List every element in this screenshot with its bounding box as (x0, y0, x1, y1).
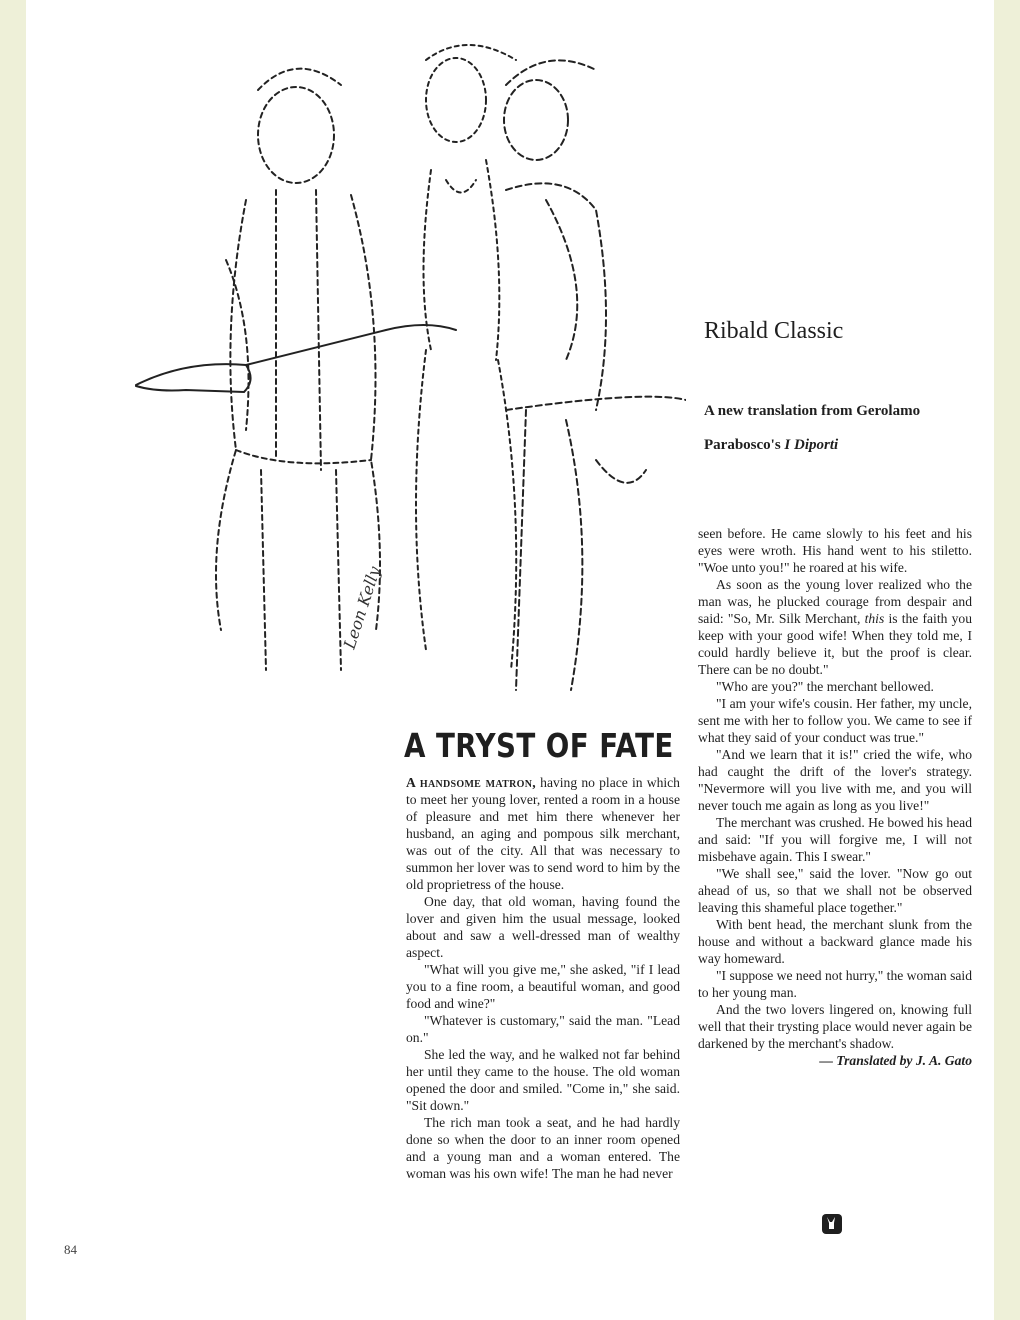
page-number: 84 (64, 1242, 77, 1257)
story-paragraph: "What will you give me," she asked, "if I lead you to a fine room, a beautiful woman, and good food and wine?" (406, 962, 680, 1011)
lover-figure (504, 60, 686, 690)
subtitle (704, 394, 994, 462)
story-paragraph: "And we learn that it is!" cried the wife, who had caught the drift of the lover's strategy. "Nevermore will you live with me, and you will never touch me again as long as you live!" (698, 747, 972, 813)
story-paragraph: The merchant was crushed. He bowed his head and said: "If you will forgive me, I will not misbehave again. This I swear." (698, 815, 972, 864)
story-paragraph: With bent head, the merchant slunk from the house and without a backward glance made his way homeward. (698, 917, 972, 966)
story-paragraph: seen before. He came slowly to his feet and his eyes were wroth. His hand went to his stiletto. "Woe unto you!" he roared at his wife. (698, 526, 972, 575)
magazine-page (26, 0, 994, 1320)
lead-in: A handsome matron, (406, 775, 536, 790)
story-paragraph: "I am your wife's cousin. Her father, my uncle, sent me with her to follow you. We came to see if what they said of your conduct was true." (698, 696, 972, 745)
story-paragraph: As soon as the young lover realized who the man was, he plucked courage from despair and said: "So, Mr. Silk Merchant, this is the faith you keep with your good wife! When they told me, I could hardly believe it, but the proof is clear. There can be no doubt." (698, 577, 972, 677)
story-paragraph: One day, that old woman, having found the lover and given him the usual message, looked about and saw a well-dressed man of wealthy aspect. (406, 894, 680, 960)
section-label: Ribald Classic (704, 318, 844, 344)
translator-credit: — Translated by J. A. Gato (819, 1053, 972, 1068)
line-drawing-illustration (126, 30, 686, 710)
story-paragraph: A handsome matron, having no place in which to meet her young lover, rented a room in a house of pleasure and met him there whenever her husband, an aging and pompous silk merchant, was out of the city. All that was necessary to summon her lover was to send word to him by the old proprietress of the house. (406, 775, 680, 892)
story-title: A TRYST OF FATE (404, 726, 674, 765)
story-paragraph: And the two lovers lingered on, knowing full well that their trysting place would never again be darkened by the merchant's shadow. (698, 1002, 972, 1051)
wife-figure (416, 45, 516, 670)
text-column-1 (406, 774, 680, 1182)
illustration-signature: Leon Kelly (339, 564, 385, 652)
story-paragraph: She led the way, and he walked not far behind her until they came to the house. The old woman opened the door and smiled. "Come in," she said. "Sit down." (406, 1047, 680, 1113)
merchant-figure (216, 69, 380, 670)
subtitle-prefix: A new translation from Gerolamo Parabosco's (704, 403, 921, 453)
subtitle-work-title: I Diporti (784, 437, 839, 453)
pointing-hand (136, 325, 456, 385)
text-column-2 (698, 525, 972, 1069)
story-paragraph: "Whatever is customary," said the man. "Lead on." (406, 1013, 680, 1045)
illustration-figures-svg (126, 30, 686, 710)
story-paragraph: The rich man took a seat, and he had hardly done so when the door to an inner room opened and a young man and a woman entered. The woman was his own wife! The man he had never (406, 1115, 680, 1181)
story-paragraph: "We shall see," said the lover. "Now go out ahead of us, so that we shall not be observed leaving this shameful place together." (698, 866, 972, 915)
story-paragraph: "Who are you?" the merchant bellowed. (716, 679, 934, 694)
rabbit-head-end-mark-icon (822, 1214, 842, 1234)
story-paragraph: "I suppose we need not hurry," the woman said to her young man. (698, 968, 972, 1000)
